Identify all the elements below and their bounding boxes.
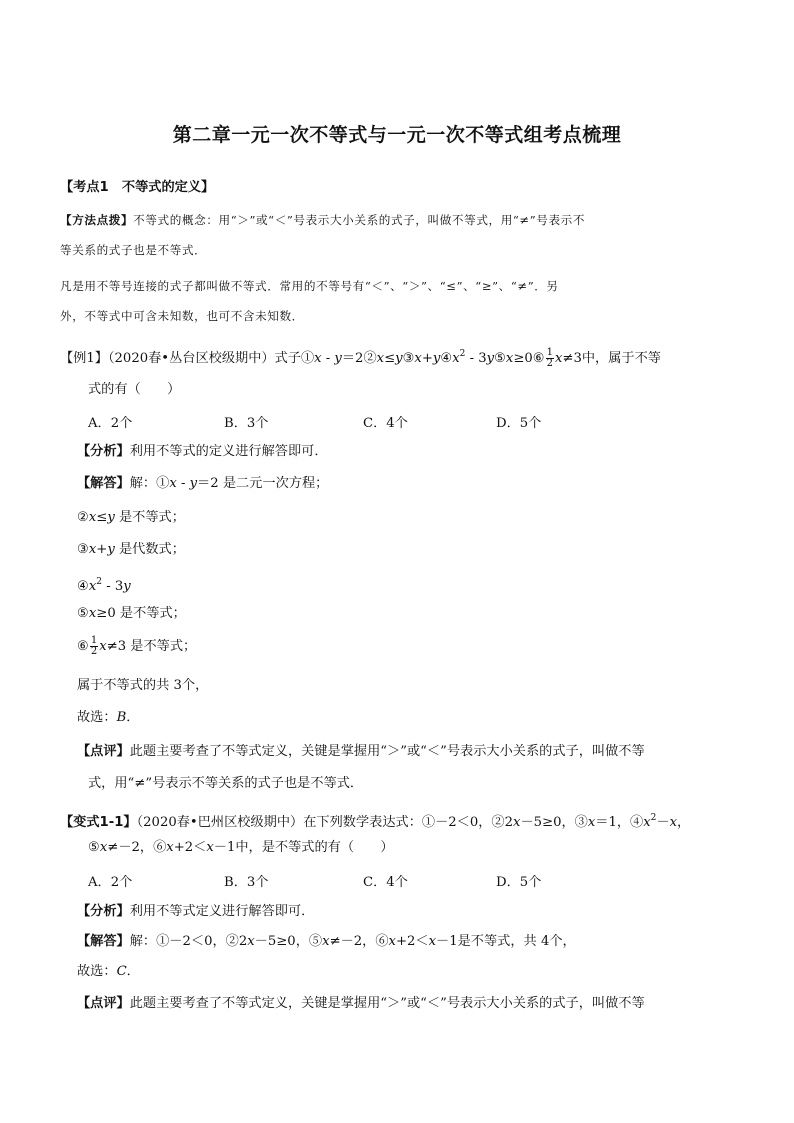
var-x: x bbox=[505, 351, 514, 366]
op: + bbox=[421, 351, 433, 366]
variant-choice bbox=[77, 962, 140, 982]
answer-summary: 属于不等式的共 3个， bbox=[77, 678, 209, 693]
var-x: x bbox=[99, 840, 108, 855]
var-x: x bbox=[587, 815, 596, 830]
var-y: y bbox=[486, 351, 495, 366]
fraction-denominator: 2 bbox=[90, 646, 98, 657]
circle-2: ② bbox=[363, 351, 377, 366]
expr-rest: ≥0 bbox=[513, 351, 533, 366]
section-heading-kaodian1: 【考点1 不等式的定义】 bbox=[60, 180, 215, 195]
variant-text: +2＜ bbox=[173, 840, 207, 855]
comment-text: 此题主要考查了不等式定义，关键是掌握用“＞”或“＜”号表示大小关系的式子，叫做不等 bbox=[129, 996, 645, 1011]
var-x: x bbox=[452, 351, 460, 366]
example1-answer bbox=[77, 474, 328, 494]
var-x: x bbox=[169, 476, 177, 491]
option-b: B．3个 bbox=[224, 875, 269, 890]
var-x: x bbox=[206, 840, 214, 855]
example1-label: 【例1】 bbox=[60, 351, 108, 366]
circle-2: ② bbox=[77, 510, 89, 525]
variant-line-1 bbox=[60, 808, 690, 833]
var-x: x bbox=[414, 351, 422, 366]
variant-text: （2020春•巴州区校级期中）在下列数学表达式：①－2＜0，②2 bbox=[136, 815, 513, 830]
variant-line-2 bbox=[88, 838, 394, 858]
var-y: y bbox=[395, 351, 403, 366]
choice-end: ． bbox=[126, 710, 140, 725]
method-line-1 bbox=[60, 210, 585, 230]
var-x: x bbox=[166, 840, 174, 855]
var-y: y bbox=[107, 510, 115, 525]
op: - bbox=[321, 351, 335, 366]
method-line-4: 外，不等式中可含未知数，也可不含未知数． bbox=[60, 309, 304, 323]
variant-text: ≠－2，⑥ bbox=[107, 840, 167, 855]
answer-text: ＝2 是二元一次方程； bbox=[197, 476, 329, 491]
option-a: A．2个 bbox=[88, 416, 133, 431]
example1-comment-2: 式，用“≠”号表示不等关系的式子也是不等式． bbox=[88, 776, 364, 791]
answer-text: ≠－2，⑥ bbox=[329, 934, 389, 949]
op: - 3 bbox=[465, 351, 487, 366]
option-a: A．2个 bbox=[88, 875, 133, 890]
option-b: B．3个 bbox=[224, 416, 269, 431]
example1-continuation: 式的有（ ） bbox=[88, 382, 181, 397]
answer-lead: 解： bbox=[129, 476, 157, 491]
answer-step-4 bbox=[77, 572, 131, 597]
var-y: y bbox=[189, 476, 198, 491]
comment-label: 【点评】 bbox=[77, 996, 130, 1011]
method-label: 【方法点拨】 bbox=[60, 213, 134, 227]
choose-text: 故选： bbox=[77, 964, 117, 979]
var-x: x bbox=[88, 542, 97, 557]
variant-comment bbox=[77, 994, 645, 1014]
analysis-label: 【分析】 bbox=[77, 904, 130, 919]
var-x: x bbox=[643, 815, 651, 830]
answer-choice bbox=[77, 708, 139, 728]
option-d: D．5个 bbox=[496, 416, 542, 431]
example1-line bbox=[60, 344, 661, 369]
var-x: x bbox=[322, 934, 330, 949]
option-c: C．4个 bbox=[363, 875, 408, 890]
var-x: x bbox=[428, 934, 437, 949]
var-x: x bbox=[99, 639, 107, 654]
circle-4: ④ bbox=[77, 579, 89, 594]
circle-3: ③ bbox=[77, 542, 89, 557]
variant-analysis bbox=[77, 902, 314, 922]
fraction-denominator: 2 bbox=[546, 358, 553, 369]
var-x: x bbox=[669, 815, 678, 830]
exponent: 2 bbox=[459, 349, 466, 359]
page-title: 第二章一元一次不等式与一元一次不等式组考点梳理 bbox=[172, 124, 622, 146]
var-x: x bbox=[314, 351, 322, 366]
analysis-label: 【分析】 bbox=[77, 444, 130, 459]
expr-rest: ≠3 bbox=[562, 351, 582, 366]
answer-step-6 bbox=[77, 636, 196, 657]
variant-text: －1中，是不等式的有（ ） bbox=[213, 840, 394, 855]
comment-label: 【点评】 bbox=[77, 744, 130, 759]
var-x: x bbox=[513, 815, 521, 830]
circle-4: ④ bbox=[440, 351, 453, 366]
circle-1: ① bbox=[156, 476, 170, 491]
answer-step-3 bbox=[77, 540, 185, 560]
op: + bbox=[96, 542, 108, 557]
answer-text: －1是不等式，共 4个， bbox=[436, 934, 576, 949]
variant-text: ， bbox=[677, 815, 691, 830]
exponent: 2 bbox=[96, 577, 102, 587]
var-x: x bbox=[247, 934, 255, 949]
example1-analysis bbox=[77, 442, 328, 462]
variant-label: 【变式1-1】 bbox=[60, 815, 137, 830]
option-c: C．4个 bbox=[363, 416, 408, 431]
circle-5: ⑤ bbox=[88, 840, 100, 855]
choose-text: 故选： bbox=[77, 710, 117, 725]
answer-text: 解：①－2＜0，②2 bbox=[129, 934, 248, 949]
answer-step-2 bbox=[77, 508, 185, 528]
circle-3: ③ bbox=[402, 351, 415, 366]
exponent: 2 bbox=[650, 813, 657, 823]
op: ≤ bbox=[96, 510, 108, 525]
circle-5: ⑤ bbox=[494, 351, 506, 366]
method-text-1: 不等式的概念：用“＞”或“＜”号表示大小关系的式子，叫做不等式，用“≠”号表示不 bbox=[133, 213, 586, 227]
method-line-3: 凡是用不等号连接的式子都叫做不等式．常用的不等号有“＜”、“＞”、“≤”、“≥”、“≠”．另 bbox=[60, 279, 559, 293]
example1-comment-1 bbox=[77, 742, 645, 762]
answer-text: ≥0 是不等式； bbox=[96, 606, 186, 621]
variant-text: －5≥0，③ bbox=[520, 815, 588, 830]
fraction-numerator: 1 bbox=[90, 635, 98, 646]
op: ≤ bbox=[384, 351, 396, 366]
fraction-half bbox=[546, 348, 554, 369]
var-x: x bbox=[388, 934, 396, 949]
var-y: y bbox=[432, 351, 441, 366]
fraction-half bbox=[90, 636, 98, 657]
answer-label: 【解答】 bbox=[77, 934, 130, 949]
circle-6: ⑥ bbox=[77, 639, 89, 654]
variant-text: － bbox=[656, 815, 670, 830]
expr-rest: ＝2 bbox=[341, 351, 364, 366]
var-y: y bbox=[107, 542, 115, 557]
op: - 3 bbox=[102, 579, 124, 594]
var-x: x bbox=[376, 351, 385, 366]
answer-text: 是代数式； bbox=[114, 542, 185, 557]
answer-label: 【解答】 bbox=[77, 476, 130, 491]
fraction-numerator: 1 bbox=[546, 347, 553, 358]
answer-text: +2＜ bbox=[395, 934, 429, 949]
choice-letter: B bbox=[116, 710, 127, 725]
variant-text: ＝1，④ bbox=[595, 815, 644, 830]
var-y: y bbox=[334, 351, 342, 366]
comment-text: 此题主要考查了不等式定义，关键是掌握用“＞”或“＜”号表示大小关系的式子，叫做不等 bbox=[129, 744, 645, 759]
analysis-text: 利用不等式的定义进行解答即可． bbox=[129, 444, 328, 459]
choice-letter: C bbox=[116, 964, 127, 979]
answer-step-5 bbox=[77, 604, 186, 624]
var-x: x bbox=[88, 510, 97, 525]
answer-text: 是不等式； bbox=[114, 510, 185, 525]
method-line-2: 等关系的式子也是不等式． bbox=[60, 243, 207, 257]
question-text: 中，属于不等 bbox=[581, 351, 661, 366]
analysis-text: 利用不等式定义进行解答即可． bbox=[129, 904, 315, 919]
op: - bbox=[176, 476, 190, 491]
var-x: x bbox=[88, 579, 97, 594]
answer-text: ≠3 是不等式； bbox=[106, 639, 197, 654]
var-y: y bbox=[123, 579, 131, 594]
answer-text: －5≥0，⑤ bbox=[254, 934, 323, 949]
option-d: D．5个 bbox=[496, 875, 542, 890]
circle-1: ① bbox=[300, 351, 315, 366]
choice-end: ． bbox=[126, 964, 140, 979]
variant-answer bbox=[77, 932, 576, 952]
circle-6: ⑥ bbox=[532, 351, 545, 366]
var-x: x bbox=[88, 606, 97, 621]
circle-5: ⑤ bbox=[77, 606, 89, 621]
var-x: x bbox=[554, 351, 563, 366]
example1-source: （2020春•丛台区校级期中）式子 bbox=[107, 351, 301, 366]
